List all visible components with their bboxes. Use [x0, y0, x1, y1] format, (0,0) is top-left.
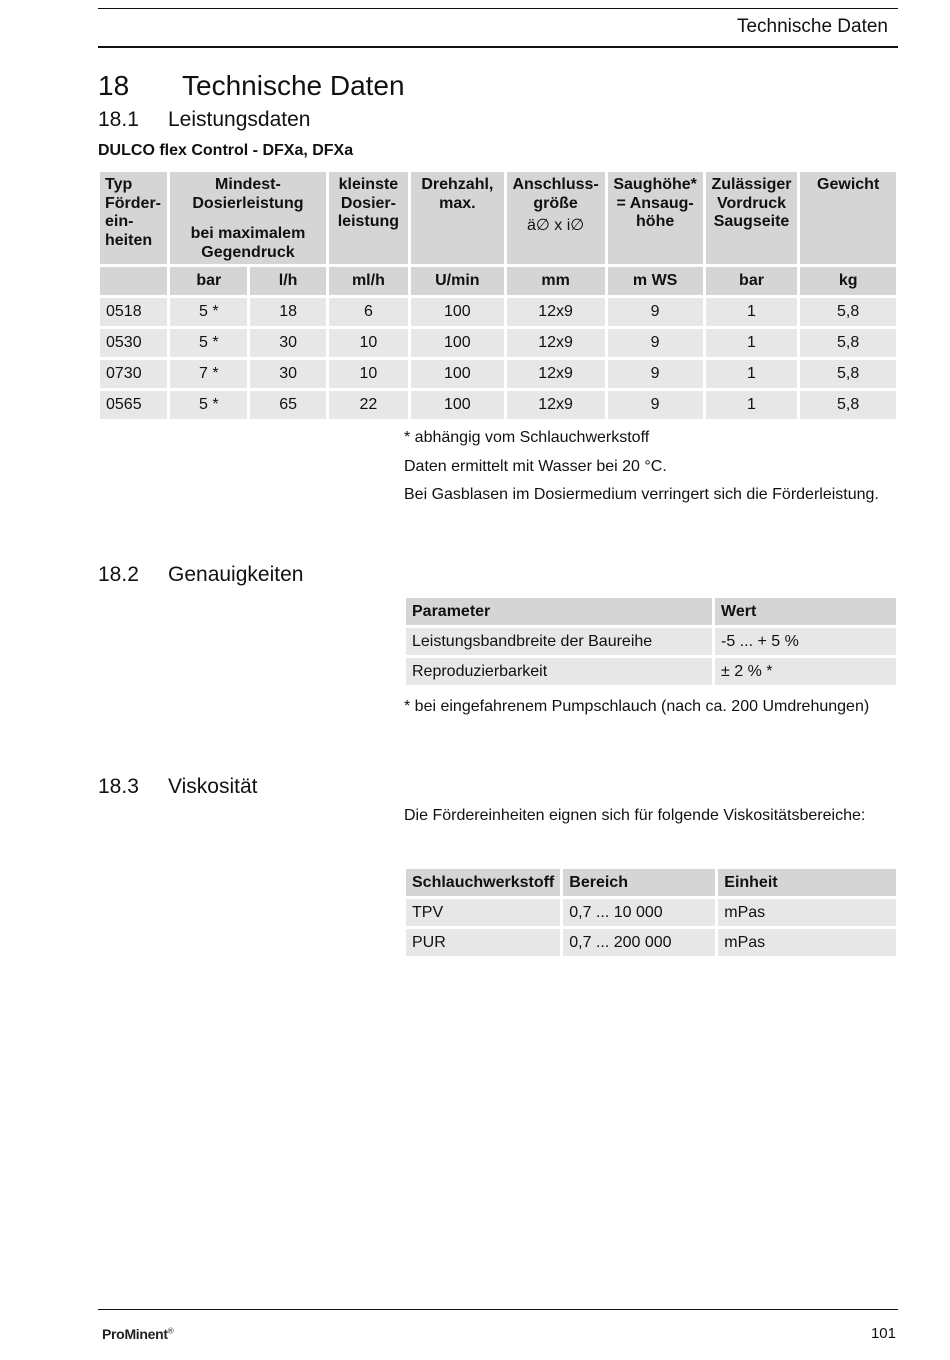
table-cell: 10 [329, 360, 408, 388]
table-cell: ± 2 % * [715, 658, 896, 685]
section-title: Genauigkeiten [168, 563, 304, 586]
table-cell: 6 [329, 298, 408, 326]
unit-cell: l/h [250, 267, 325, 295]
table-cell: 18 [250, 298, 325, 326]
table-cell: 0518 [100, 298, 167, 326]
section-number: 18.2 [98, 563, 139, 586]
table-row [100, 391, 896, 419]
header-bottom-rule [98, 46, 898, 48]
header-smallest-rate: kleinste Dosierleistung [329, 172, 408, 264]
table-cell: 100 [411, 298, 504, 326]
table-row [100, 329, 896, 357]
section-heading-viscosity [98, 775, 258, 799]
chapter-title: Technische Daten [182, 70, 405, 101]
table-cell: -5 ... + 5 % [715, 628, 896, 655]
table-cell: 9 [608, 391, 703, 419]
header-min-rate [170, 172, 326, 264]
header-top-rule [98, 8, 898, 9]
section-heading-accuracy [98, 563, 303, 587]
footer-rule [98, 1309, 898, 1310]
accuracy-table [403, 595, 899, 688]
table-row [406, 628, 896, 655]
table-row [100, 360, 896, 388]
unit-cell: ml/h [329, 267, 408, 295]
table-row [100, 298, 896, 326]
footnote-material: * abhängig vom Schlauchwerkstoff [404, 429, 650, 446]
unit-cell [100, 267, 167, 295]
table-cell: PUR [406, 929, 560, 956]
header-range: Bereich [563, 869, 715, 896]
table-cell: 1 [706, 391, 798, 419]
table-cell: 5,8 [800, 360, 896, 388]
section-title: Leistungsdaten [168, 108, 311, 131]
header-connection-sub: ä∅ x i∅ [526, 217, 585, 234]
table-cell: 22 [329, 391, 408, 419]
page-number: 101 [870, 1325, 896, 1342]
chapter-heading [98, 70, 405, 102]
header-hose-material: Schlauchwerkstoff [406, 869, 560, 896]
header-min-rate-main: Mindest-Dosierleistung [192, 176, 304, 212]
unit-cell: bar [706, 267, 798, 295]
header-weight: Gewicht [800, 172, 896, 264]
table-cell: 10 [329, 329, 408, 357]
header-parameter: Parameter [406, 598, 712, 625]
unit-cell: m WS [608, 267, 703, 295]
note-gas-bubbles: Bei Gasblasen im Dosiermedium verringert sich die Förderleistung. [404, 486, 879, 503]
header-min-rate-sub: bei maximalem Gegendruck [190, 225, 306, 261]
table-cell: 5 * [170, 329, 247, 357]
table-cell: 100 [411, 391, 504, 419]
header-connection [507, 172, 605, 264]
table-cell: 100 [411, 329, 504, 357]
table-cell: mPas [718, 899, 896, 926]
section-number: 18.1 [98, 108, 139, 131]
table-cell: 5,8 [800, 391, 896, 419]
note-water-temperature: Daten ermittelt mit Wasser bei 20 °C. [404, 458, 667, 475]
table-cell: 100 [411, 360, 504, 388]
table-cell: mPas [718, 929, 896, 956]
performance-table [97, 169, 899, 422]
footnote-pump-hose: * bei eingefahrenem Pumpschlauch (nach ca. 200 Umdrehungen) [404, 698, 870, 715]
table-row [406, 658, 896, 685]
section-heading-performance [98, 108, 310, 132]
table-cell: 5,8 [800, 298, 896, 326]
table-cell: 5 * [170, 298, 247, 326]
table-cell: 5 * [170, 391, 247, 419]
table-cell: 1 [706, 360, 798, 388]
chapter-number: 18 [98, 70, 130, 101]
table-cell: 1 [706, 329, 798, 357]
table-cell: 0,7 ... 200 000 [563, 929, 715, 956]
brand-name: ProMinent [102, 1326, 168, 1342]
header-suction-height: Saughöhe* = Ansaughöhe [608, 172, 703, 264]
table-cell: 0530 [100, 329, 167, 357]
unit-cell: kg [800, 267, 896, 295]
table-cell: 9 [608, 298, 703, 326]
prominent-logo [102, 1326, 173, 1342]
table-cell: 0730 [100, 360, 167, 388]
header-max-speed: Drehzahl, max. [411, 172, 504, 264]
unit-cell: bar [170, 267, 247, 295]
table-cell: 5,8 [800, 329, 896, 357]
section-title: Viskosität [168, 775, 258, 798]
table-cell: 65 [250, 391, 325, 419]
table-subtitle: DULCO flex Control - DFXa, DFXa [98, 142, 354, 159]
unit-cell: mm [507, 267, 605, 295]
table-cell: 9 [608, 329, 703, 357]
unit-cell: U/min [411, 267, 504, 295]
table-cell: Reproduzierbarkeit [406, 658, 712, 685]
header-admissible-pressure: Zulässiger Vordruck Saugseite [706, 172, 798, 264]
table-cell: Leistungsbandbreite der Baureihe [406, 628, 712, 655]
table-cell: 12x9 [507, 329, 605, 357]
table-row [406, 929, 896, 956]
table-row [406, 899, 896, 926]
viscosity-table [403, 866, 899, 959]
table-cell: 0565 [100, 391, 167, 419]
registered-mark: ® [167, 1326, 174, 1336]
table-cell: 0,7 ... 10 000 [563, 899, 715, 926]
header-unit: Einheit [718, 869, 896, 896]
running-header-title: Technische Daten [736, 16, 888, 37]
section-number: 18.3 [98, 775, 139, 798]
table-cell: 30 [250, 329, 325, 357]
table-cell: 12x9 [507, 391, 605, 419]
viscosity-intro: Die Fördereinheiten eignen sich für folgende Viskositätsbereiche: [404, 807, 866, 824]
table-cell: 7 * [170, 360, 247, 388]
header-value: Wert [715, 598, 896, 625]
table-cell: 12x9 [507, 360, 605, 388]
table-cell: 1 [706, 298, 798, 326]
table-cell: 9 [608, 360, 703, 388]
table-cell: TPV [406, 899, 560, 926]
header-connection-main: Anschlussgröße [512, 176, 599, 212]
header-typ: Typ Fördereinheiten [100, 172, 167, 264]
table-cell: 12x9 [507, 298, 605, 326]
table-cell: 30 [250, 360, 325, 388]
